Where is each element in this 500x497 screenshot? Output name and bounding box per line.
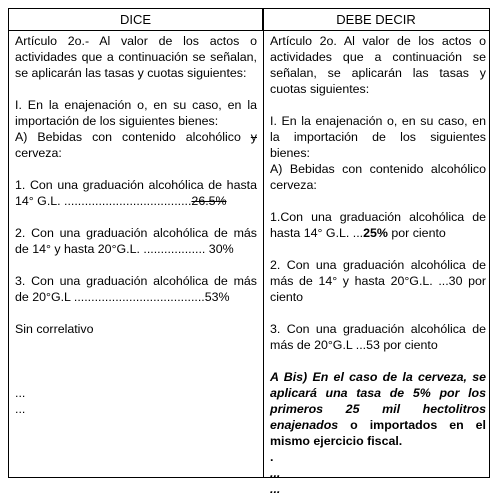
left-ellipsis-1: ... xyxy=(15,386,26,400)
right-bis-bold: o importados en el mismo ejercicio fiscal. xyxy=(270,418,486,448)
left-item-1 xyxy=(15,177,257,209)
right-intro: Artículo 2o. Al valor de los actos o actividades que a continuación se señalan, se aplicarán las tasas y cuotas siguientes: xyxy=(270,34,486,96)
left-item-3: 3. Con una graduación alcohólica de más de 20°G.L ......................................53% xyxy=(15,274,257,304)
right-ellipsis-2: ... xyxy=(270,482,281,496)
left-sin-correlativo: Sin correlativo xyxy=(15,322,94,336)
right-dot: . xyxy=(270,450,274,464)
left-item-a-post: cerveza: xyxy=(15,146,62,160)
right-item-a: A) Bebidas con contenido alcohólico cerveza: xyxy=(270,162,486,192)
left-item-a-strike: y xyxy=(250,130,257,144)
right-item-1-post: por ciento xyxy=(387,226,446,240)
right-item-1 xyxy=(270,209,486,241)
left-item-a xyxy=(15,129,257,161)
left-item-1-pre: 1. Con una graduación alcohólica de hasta 14° G.L. ..................................... xyxy=(15,178,257,208)
left-item-2: 2. Con una graduación alcohólica de más de 14° y hasta 20°G.L. .................. 30% xyxy=(15,226,257,256)
right-item-2: 2. Con una graduación alcohólica de más de 14° y hasta 20°G.L. ...30 por ciento xyxy=(270,258,486,304)
right-item-1-bold: 25% xyxy=(363,226,388,240)
left-item-a-pre: A) Bebidas con contenido alcohólico xyxy=(15,130,251,144)
column-divider xyxy=(263,9,264,477)
header-dice: DICE xyxy=(9,9,263,31)
right-item-a-bis xyxy=(270,369,486,449)
column-debe-decir xyxy=(270,33,486,497)
right-ellipsis-1: ... xyxy=(270,466,281,480)
right-item-i: I. En la enajenación o, en su caso, en la importación de los siguientes bienes: xyxy=(270,114,486,160)
left-ellipsis-2: ... xyxy=(15,402,26,416)
right-item-3: 3. Con una graduación alcohólica de más de 20°G.L ...53 por ciento xyxy=(270,322,486,352)
left-item-1-strike: 26.5% xyxy=(191,194,227,208)
left-item-i: I. En la enajenación o, en su caso, en la importación de los siguientes bienes: xyxy=(15,98,257,128)
right-item-1-pre: 1.Con una graduación alcohólica de hasta 14° G.L. ... xyxy=(270,210,486,240)
right-bis-italic: A Bis) En el caso de la cerveza, se aplicará una tasa de 5% por los primeros 25 mil hectolitros enajenados xyxy=(270,370,486,432)
column-dice xyxy=(15,33,257,417)
header-debe-decir: DEBE DECIR xyxy=(263,9,489,31)
comparison-table xyxy=(8,8,490,496)
left-intro: Artículo 2o.- Al valor de los actos o actividades que a continuación se señalan, se aplicarán las tasas y cuotas siguientes: xyxy=(15,34,257,80)
